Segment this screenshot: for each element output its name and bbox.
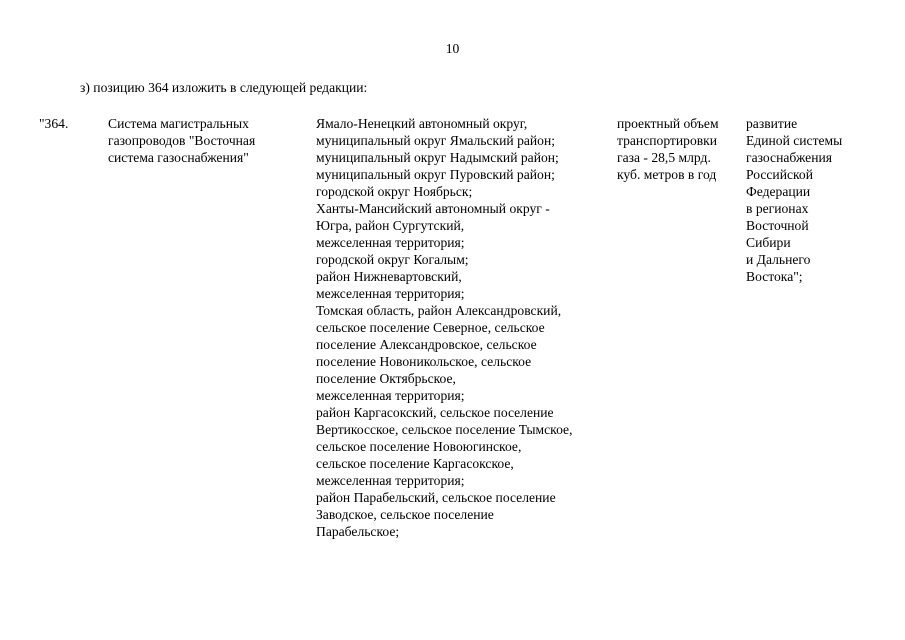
purpose-line: газоснабжения [746, 150, 833, 165]
parameter-line: газа - 28,5 млрд. [617, 150, 711, 165]
territory-line: Ханты-Мансийский автономный округ - [316, 201, 550, 216]
purpose-line: Восточной [746, 218, 809, 233]
territory-line: район Нижневартовский, [316, 269, 462, 284]
page-number: 10 [445, 41, 460, 56]
purpose-line: Федерации [746, 184, 811, 199]
territory-line: городской округ Когалым; [316, 252, 469, 267]
purpose-line: в регионах [746, 201, 809, 216]
purpose-cell [746, 115, 842, 285]
territory-line: поселение Александровское, сельское [316, 337, 537, 352]
territory-line: Парабельское; [316, 524, 400, 539]
territory-line: межселенная территория; [316, 286, 465, 301]
territory-line: межселенная территория; [316, 388, 465, 403]
territory-line: Югра, район Сургутский, [316, 218, 465, 233]
territory-line: межселенная территория; [316, 235, 465, 250]
territory-line: Томская область, район Александровский, [316, 303, 562, 318]
territory-line: Заводское, сельское поселение [316, 507, 494, 522]
parameter-line: транспортировки [617, 133, 718, 148]
purpose-line: развитие [746, 116, 798, 131]
territory-line: муниципальный округ Надымский район; [316, 150, 559, 165]
purpose-line: Востока"; [746, 269, 803, 284]
entry-number: "364. [39, 116, 69, 131]
territory-cell [316, 115, 572, 540]
purpose-line: Сибири [746, 235, 791, 250]
purpose-line: Российской [746, 167, 813, 182]
territory-line: сельское поселение Северное, сельское [316, 320, 545, 335]
parameter-line: куб. метров в год [617, 167, 717, 182]
territory-line: поселение Октябрьское, [316, 371, 456, 386]
territory-line: сельское поселение Новоюгинское, [316, 439, 522, 454]
territory-line: муниципальный округ Пуровский район; [316, 167, 555, 182]
territory-line: сельское поселение Каргасокское, [316, 456, 514, 471]
object-name-line: система газоснабжения" [108, 150, 249, 165]
territory-line: Вертикосское, сельское поселение Тымское, [316, 422, 573, 437]
object-name-line: газопроводов "Восточная [108, 133, 256, 148]
territory-line: район Каргасокский, сельское поселение [316, 405, 554, 420]
territory-line: Ямало-Ненецкий автономный округ, [316, 116, 528, 131]
territory-line: городской округ Ноябрьск; [316, 184, 473, 199]
parameter-line: проектный объем [617, 116, 719, 131]
amendment-intro: з) позицию 364 изложить в следующей редакции: [80, 80, 368, 95]
object-name-cell [108, 115, 255, 166]
territory-line: межселенная территория; [316, 473, 465, 488]
territory-line: муниципальный округ Ямальский район; [316, 133, 556, 148]
parameter-cell [617, 115, 719, 183]
territory-line: район Парабельский, сельское поселение [316, 490, 556, 505]
territory-line: поселение Новоникольское, сельское [316, 354, 532, 369]
purpose-line: и Дальнего [746, 252, 811, 267]
purpose-line: Единой системы [746, 133, 843, 148]
object-name-line: Система магистральных [108, 116, 249, 131]
